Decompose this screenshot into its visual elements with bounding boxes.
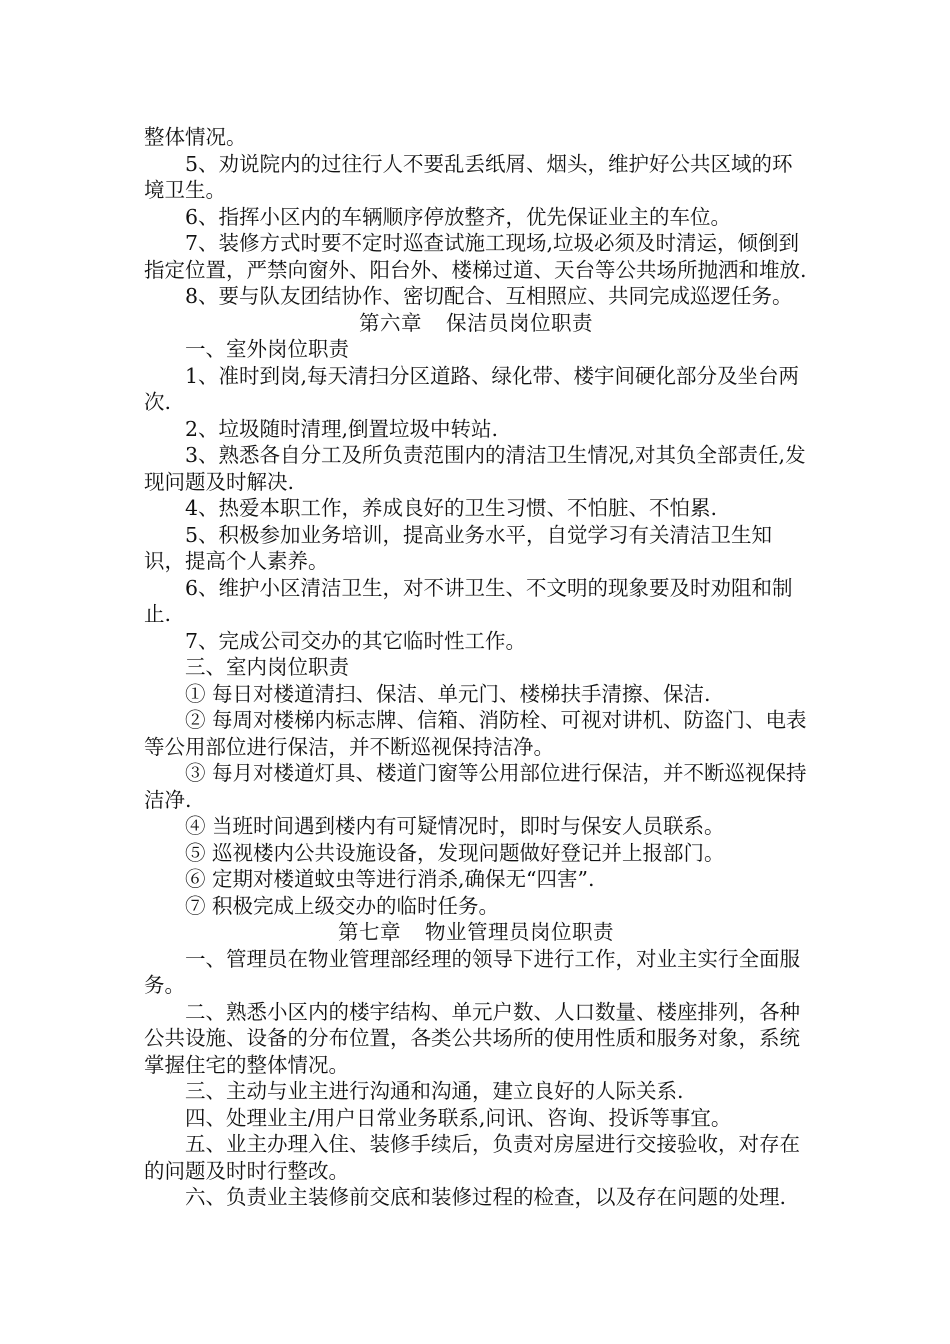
paragraph-ch7-item-2: 二、熟悉小区内的楼宇结构、单元户数、人口数量、楼座排列，各种公共设施、设备的分布位置，各类公共场所的使用性质和服务对象，系统掌握住宅的整体情况。 (144, 999, 800, 1077)
chapter-6-heading (144, 310, 808, 337)
paragraph-ch5-item-8: 8、要与队友团结协作、密切配合、互相照应、共同完成巡逻任务。 (185, 284, 793, 308)
paragraph-outdoor-item-6: 6、维护小区清洁卫生，对不讲卫生、不文明的现象要及时劝阻和制止. (144, 575, 793, 626)
paragraph-indoor-item-2: ② 每周对楼梯内标志牌、信箱、消防栓、可视对讲机、防盗门、电表等公用部位进行保洁，并不断巡视保持洁净。 (144, 708, 807, 759)
chapter-6-number: 第六章 (359, 310, 422, 335)
paragraph-ch7-item-1: 一、管理员在物业管理部经理的领导下进行工作，对业主实行全面服务。 (144, 946, 800, 997)
paragraph-ch7-item-3: 三、主动与业主进行沟通和沟通，建立良好的人际关系. (185, 1079, 684, 1103)
paragraph-ch7-item-5: 五、业主办理入住、装修手续后，负责对房屋进行交接验收，对存在的问题及时时行整改。 (144, 1132, 800, 1183)
paragraph-outdoor-item-5: 5、积极参加业务培训，提高业务水平，自觉学习有关清洁卫生知识，提高个人素养。 (144, 522, 773, 573)
paragraph-continuation: 整体情况。 (144, 125, 247, 149)
paragraph-ch5-item-6: 6、指挥小区内的车辆顺序停放整齐，优先保证业主的车位。 (185, 204, 732, 229)
paragraph-outdoor-item-3: 3、熟悉各自分工及所负责范围内的清洁卫生情况,对其负全部责任,发现问题及时解决. (144, 443, 806, 494)
paragraph-outdoor-item-1: 1、准时到岗,每天清扫分区道路、绿化带、楼宇间硬化部分及坐台两次. (144, 363, 800, 414)
section-indoor-heading: 三、室内岗位职责 (185, 655, 349, 679)
chapter-6-title: 保洁员岗位职责 (446, 310, 593, 335)
chapter-7-number: 第七章 (338, 920, 401, 944)
paragraph-ch5-item-7: 7、装修方式时要不定时巡查试施工现场,垃圾必须及时清运，倾倒到指定位置，严禁向窗外、阳台外、楼梯过道、天台等公共场所抛洒和堆放. (144, 231, 807, 282)
paragraph-ch7-item-4: 四、处理业主/用户日常业务联系,问讯、咨询、投诉等事宜。 (185, 1105, 732, 1130)
paragraph-ch5-item-5: 5、劝说院内的过往行人不要乱丢纸屑、烟头，维护好公共区域的环境卫生。 (144, 151, 793, 202)
paragraph-indoor-item-1: ① 每日对楼道清扫、保洁、单元门、楼梯扶手清擦、保洁. (185, 681, 711, 706)
chapter-7-heading (144, 919, 808, 946)
paragraph-outdoor-item-4: 4、热爱本职工作，养成良好的卫生习惯、不怕脏、不怕累. (185, 496, 718, 520)
paragraph-indoor-item-5: ⑤ 巡视楼内公共设施设备，发现问题做好登记并上报部门。 (185, 840, 725, 865)
section-outdoor-heading: 一、室外岗位职责 (185, 337, 349, 361)
paragraph-indoor-item-7: ⑦ 积极完成上级交办的临时任务。 (185, 893, 500, 918)
chapter-7-title: 物业管理员岗位职责 (425, 920, 614, 944)
paragraph-ch7-item-6: 六、负责业主装修前交底和装修过程的检查，以及存在问题的处理. (185, 1185, 787, 1209)
paragraph-indoor-item-3: ③ 每月对楼道灯具、楼道门窗等公用部位进行保洁，并不断巡视保持洁净. (144, 761, 807, 812)
paragraph-outdoor-item-2: 2、垃圾随时清理,倒置垃圾中转站. (185, 416, 499, 441)
paragraph-outdoor-item-7: 7、完成公司交办的其它临时性工作。 (185, 628, 527, 653)
paragraph-indoor-item-6: ⑥ 定期对楼道蚊虫等进行消杀,确保无“四害”. (185, 867, 595, 891)
document-page (144, 124, 808, 1211)
paragraph-indoor-item-4: ④ 当班时间遇到楼内有可疑情况时，即时与保安人员联系。 (185, 814, 725, 838)
